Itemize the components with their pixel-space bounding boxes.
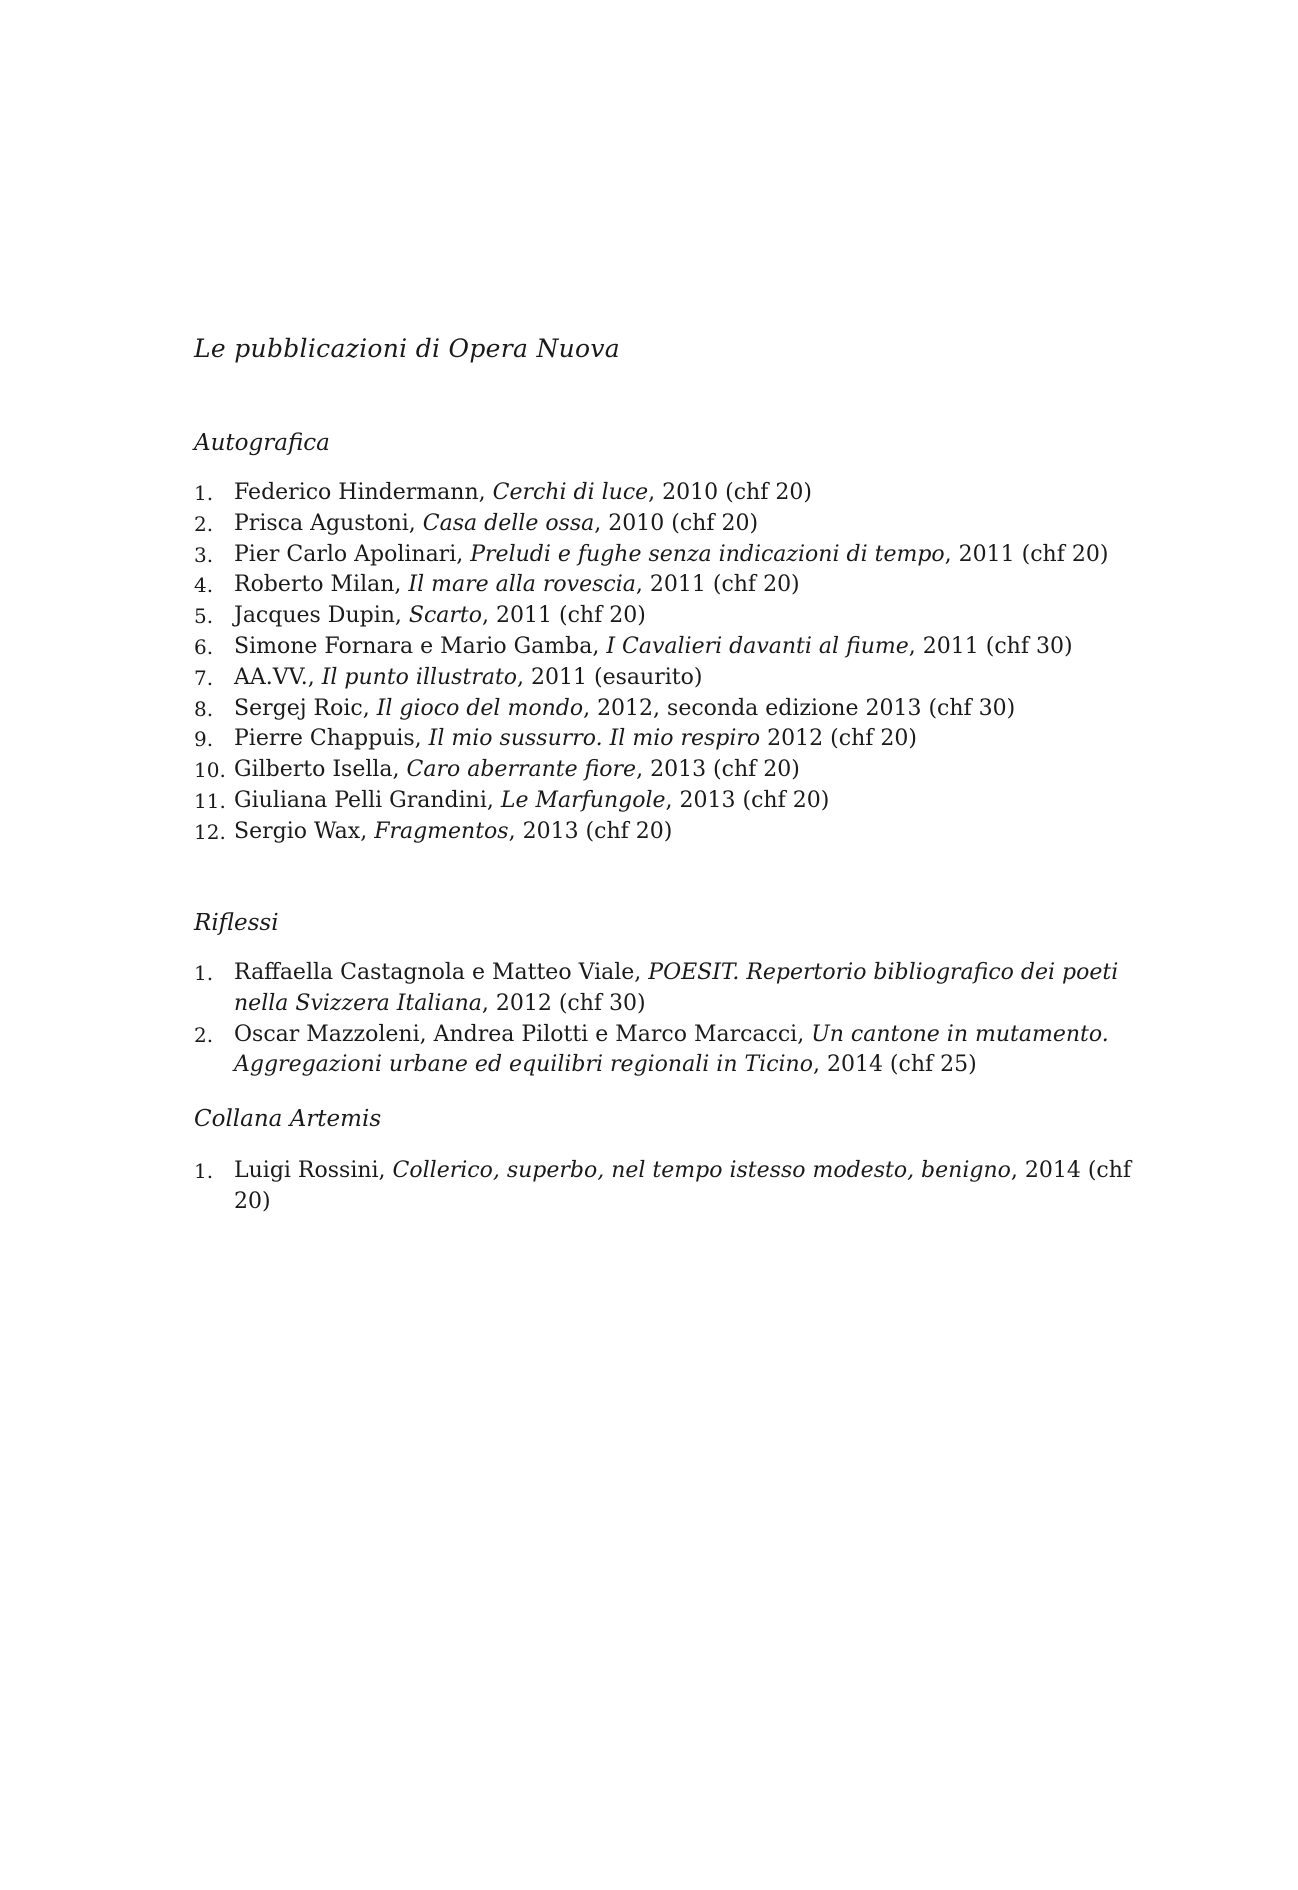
publication-item: [194, 540, 1134, 571]
item-details: , 2010 (chf 20): [648, 480, 812, 505]
publication-item: [194, 724, 1134, 755]
item-title: Caro aberrante fiore: [406, 757, 637, 783]
item-author: Prisca Agustoni,: [234, 510, 423, 536]
item-author: Gilberto Isella,: [234, 757, 407, 783]
item-title: Preludi e fughe senza indicazioni di tempo: [470, 541, 945, 567]
publication-list-collana-artemis: [194, 1156, 1134, 1218]
item-number: 6.: [194, 634, 214, 659]
page-title: Le pubblicazioni di Opera Nuova: [194, 334, 621, 363]
publication-item: [194, 632, 1134, 663]
item-title: Casa delle ossa: [422, 510, 595, 536]
item-title: Le Marfungole: [500, 787, 666, 813]
item-details: , 2012 (chf 30): [481, 990, 646, 1016]
publication-item: [194, 663, 1134, 694]
item-details: , 2013 (chf 20): [508, 818, 673, 844]
publication-item: [194, 570, 1134, 601]
publication-item: [194, 755, 1134, 786]
item-title: Il mio sussurro. Il mio respiro: [428, 726, 761, 752]
item-author: Luigi Rossini,: [234, 1158, 393, 1183]
item-number: 8.: [194, 696, 214, 721]
item-author: AA.VV.,: [234, 664, 322, 690]
item-details: , 2011 (chf 20): [944, 541, 1109, 567]
item-number: 1.: [194, 481, 214, 505]
publication-item: [194, 1156, 1134, 1218]
item-author: Pierre Chappuis,: [234, 726, 429, 752]
item-details: , 2014 (chf 20): [234, 1158, 1132, 1214]
item-author: Simone Fornara e Mario Gamba,: [234, 633, 607, 659]
item-title: Il mare alla rovescia: [408, 572, 636, 598]
item-details: , 2010 (chf 20): [594, 510, 759, 536]
item-title: Collerico, superbo, nel tempo istesso modesto, benigno: [392, 1158, 1011, 1183]
publication-item: [194, 601, 1134, 632]
item-title: Il gioco del mondo: [376, 695, 584, 721]
item-details: , 2011 (chf 30): [908, 633, 1073, 659]
item-number: 2.: [194, 511, 214, 536]
item-author: Oscar Mazzoleni, Andrea Pilotti e Marco Marcacci,: [234, 1021, 812, 1047]
item-details: , 2012, seconda edizione 2013 (chf 30): [583, 695, 1016, 721]
item-author: Sergio Wax,: [234, 818, 375, 844]
item-author: Sergej Roic,: [234, 695, 377, 721]
item-title: I Cavalieri davanti al fiume: [606, 633, 909, 659]
item-title: Cerchi di luce: [492, 480, 649, 505]
item-author: Pier Carlo Apolinari,: [234, 541, 471, 567]
item-title: Un cantone in mutamento. Aggregazioni urbane ed equilibri regionali in Ticino: [234, 1021, 1109, 1078]
item-number: 4.: [194, 573, 214, 598]
item-number: 7.: [194, 665, 214, 690]
section-heading-autografica: Autografica: [194, 430, 330, 456]
publication-item: [194, 1020, 1134, 1082]
item-details: 2012 (chf 20): [760, 726, 917, 752]
item-details: , 2011 (chf 20): [482, 603, 646, 629]
item-details: , 2013 (chf 20): [636, 757, 800, 783]
item-details: , 2013 (chf 20): [665, 787, 830, 813]
item-details: , 2011 (chf 20): [635, 572, 800, 598]
item-author: Raffaella Castagnola e Matteo Viale,: [234, 960, 649, 985]
item-details: , 2014 (chf 25): [812, 1052, 977, 1078]
item-number: 3.: [194, 542, 214, 567]
publication-item: [194, 478, 1134, 509]
item-author: Jacques Dupin,: [234, 603, 409, 629]
item-title: Il punto illustrato: [321, 664, 518, 690]
publication-item: [194, 509, 1134, 540]
publication-item: [194, 817, 1134, 848]
publication-item: [194, 694, 1134, 725]
publication-item: [194, 786, 1134, 817]
item-author: Roberto Milan,: [234, 572, 409, 598]
item-title: Fragmentos: [374, 818, 509, 844]
item-author: Federico Hindermann,: [234, 480, 493, 505]
item-number: 2.: [194, 1022, 214, 1047]
publication-list-autografica: [194, 478, 1134, 848]
section-heading-collana-artemis: Collana Artemis: [194, 1106, 382, 1132]
section-heading-riflessi: Riflessi: [194, 910, 279, 936]
item-number: 1.: [194, 961, 214, 985]
publication-item: [194, 958, 1134, 1020]
item-title: Scarto: [408, 603, 483, 629]
item-author: Giuliana Pelli Grandini,: [234, 787, 501, 813]
item-number: 1.: [194, 1159, 214, 1183]
item-number: 11.: [194, 788, 226, 813]
item-number: 5.: [194, 604, 214, 629]
item-number: 10.: [194, 758, 226, 783]
item-number: 12.: [194, 819, 226, 844]
item-title: POESIT. Repertorio bibliografico dei poeti nella Svizzera Italiana: [234, 960, 1119, 1016]
publication-list-riflessi: [194, 958, 1134, 1081]
item-details: , 2011 (esaurito): [517, 664, 703, 690]
item-number: 9.: [194, 727, 214, 752]
